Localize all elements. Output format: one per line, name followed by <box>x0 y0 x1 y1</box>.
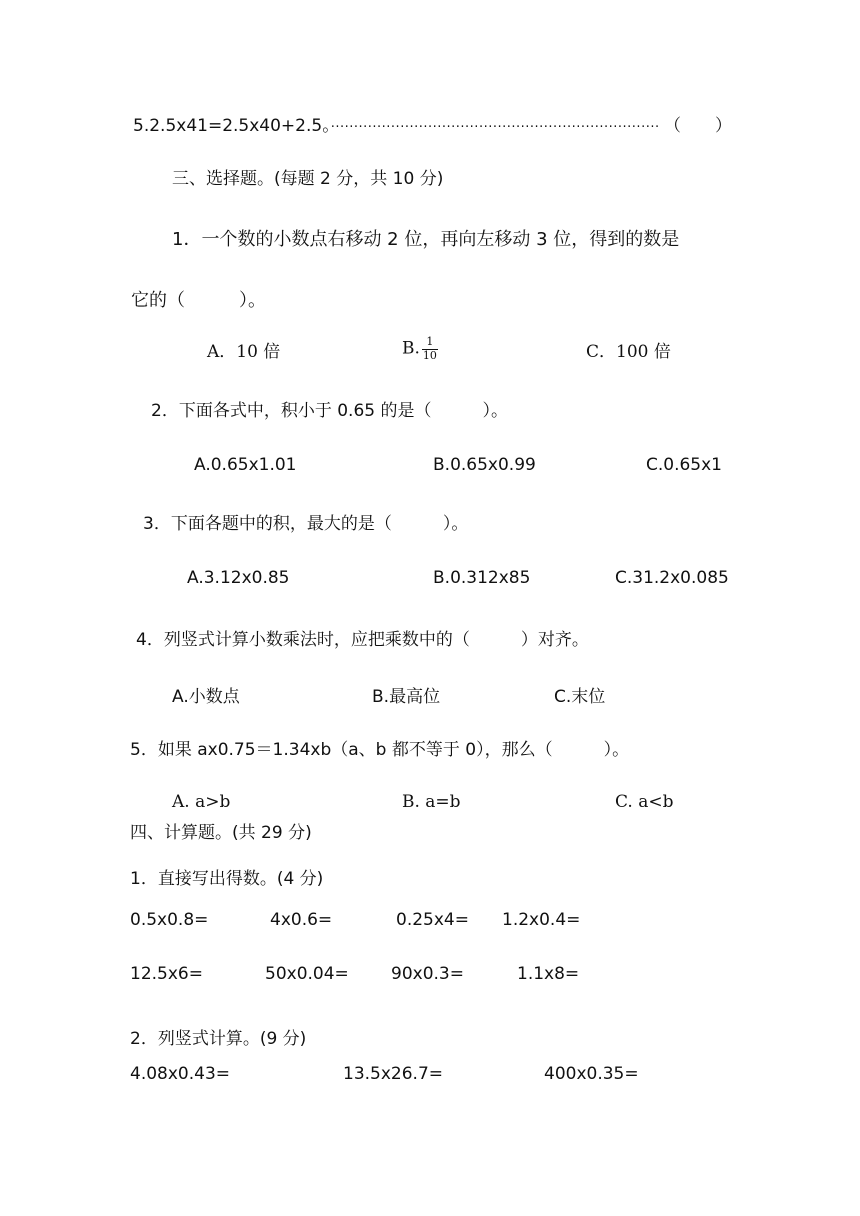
section-4-part-2-title: 2．列竖式计算。(9 分) <box>130 1029 307 1049</box>
q1-line1: 1．一个数的小数点右移动 2 位，再向左移动 3 位，得到的数是 <box>172 229 680 250</box>
q1-option-c: C．100 倍 <box>586 342 671 362</box>
q5-option-a: A. a>b <box>172 792 231 812</box>
q1-option-b <box>402 336 438 362</box>
calc-item: 0.5x0.8= <box>130 910 209 930</box>
q4-option-c: C.末位 <box>554 687 606 707</box>
calc-item: 1.1x8= <box>517 964 580 984</box>
q5-option-b: B. a=b <box>402 792 461 812</box>
q4-text: 4．列竖式计算小数乘法时，应把乘数中的（ ）对齐。 <box>136 630 589 650</box>
q1-option-a: A．10 倍 <box>207 342 281 362</box>
q1-line2: 它的（ ）。 <box>131 290 266 311</box>
q1-option-b-fraction <box>422 336 438 362</box>
vertical-calc-item: 4.08x0.43= <box>130 1064 231 1084</box>
q3-option-b: B.0.312x85 <box>433 568 531 588</box>
q4-option-b: B.最高位 <box>372 687 441 707</box>
vertical-calc-item: 400x0.35= <box>544 1064 639 1084</box>
q3-text: 3．下面各题中的积，最大的是（ ）。 <box>143 514 469 534</box>
q2-option-a: A.0.65x1.01 <box>194 455 297 475</box>
section-4-title: 四、计算题。(共 29 分) <box>130 823 312 843</box>
section-3-title: 三、选择题。(每题 2 分，共 10 分) <box>172 169 444 189</box>
q2-option-b: B.0.65x0.99 <box>433 455 536 475</box>
q3-option-c: C.31.2x0.085 <box>615 568 729 588</box>
fraction-numerator: 1 <box>422 336 438 350</box>
judgement-item-5-dots: ······································································· <box>330 120 660 135</box>
q3-option-a: A.3.12x0.85 <box>187 568 290 588</box>
section-4-part-1-title: 1．直接写出得数。(4 分) <box>130 869 324 889</box>
judgement-item-5-answer-bracket: （ ） <box>664 116 732 136</box>
calc-item: 90x0.3= <box>391 964 464 984</box>
fraction-denominator: 10 <box>422 348 437 362</box>
q5-option-c: C. a<b <box>615 792 674 812</box>
calc-item: 1.2x0.4= <box>502 910 581 930</box>
vertical-calc-item: 13.5x26.7= <box>343 1064 444 1084</box>
q2-text: 2．下面各式中，积小于 0.65 的是（ ）。 <box>151 401 508 421</box>
judgement-item-5 <box>133 118 660 135</box>
calc-item: 50x0.04= <box>265 964 349 984</box>
q2-option-c: C.0.65x1 <box>646 455 723 475</box>
calc-item: 4x0.6= <box>270 910 333 930</box>
q4-option-a: A.小数点 <box>172 687 240 707</box>
judgement-item-5-text: 5.2.5x41=2.5x40+2.5。 <box>133 116 331 136</box>
q5-text: 5．如果 ax0.75＝1.34xb（a、b 都不等于 0），那么（ ）。 <box>130 740 630 760</box>
q1-option-b-prefix: B. <box>402 338 420 359</box>
calc-item: 0.25x4= <box>396 910 469 930</box>
calc-item: 12.5x6= <box>130 964 203 984</box>
